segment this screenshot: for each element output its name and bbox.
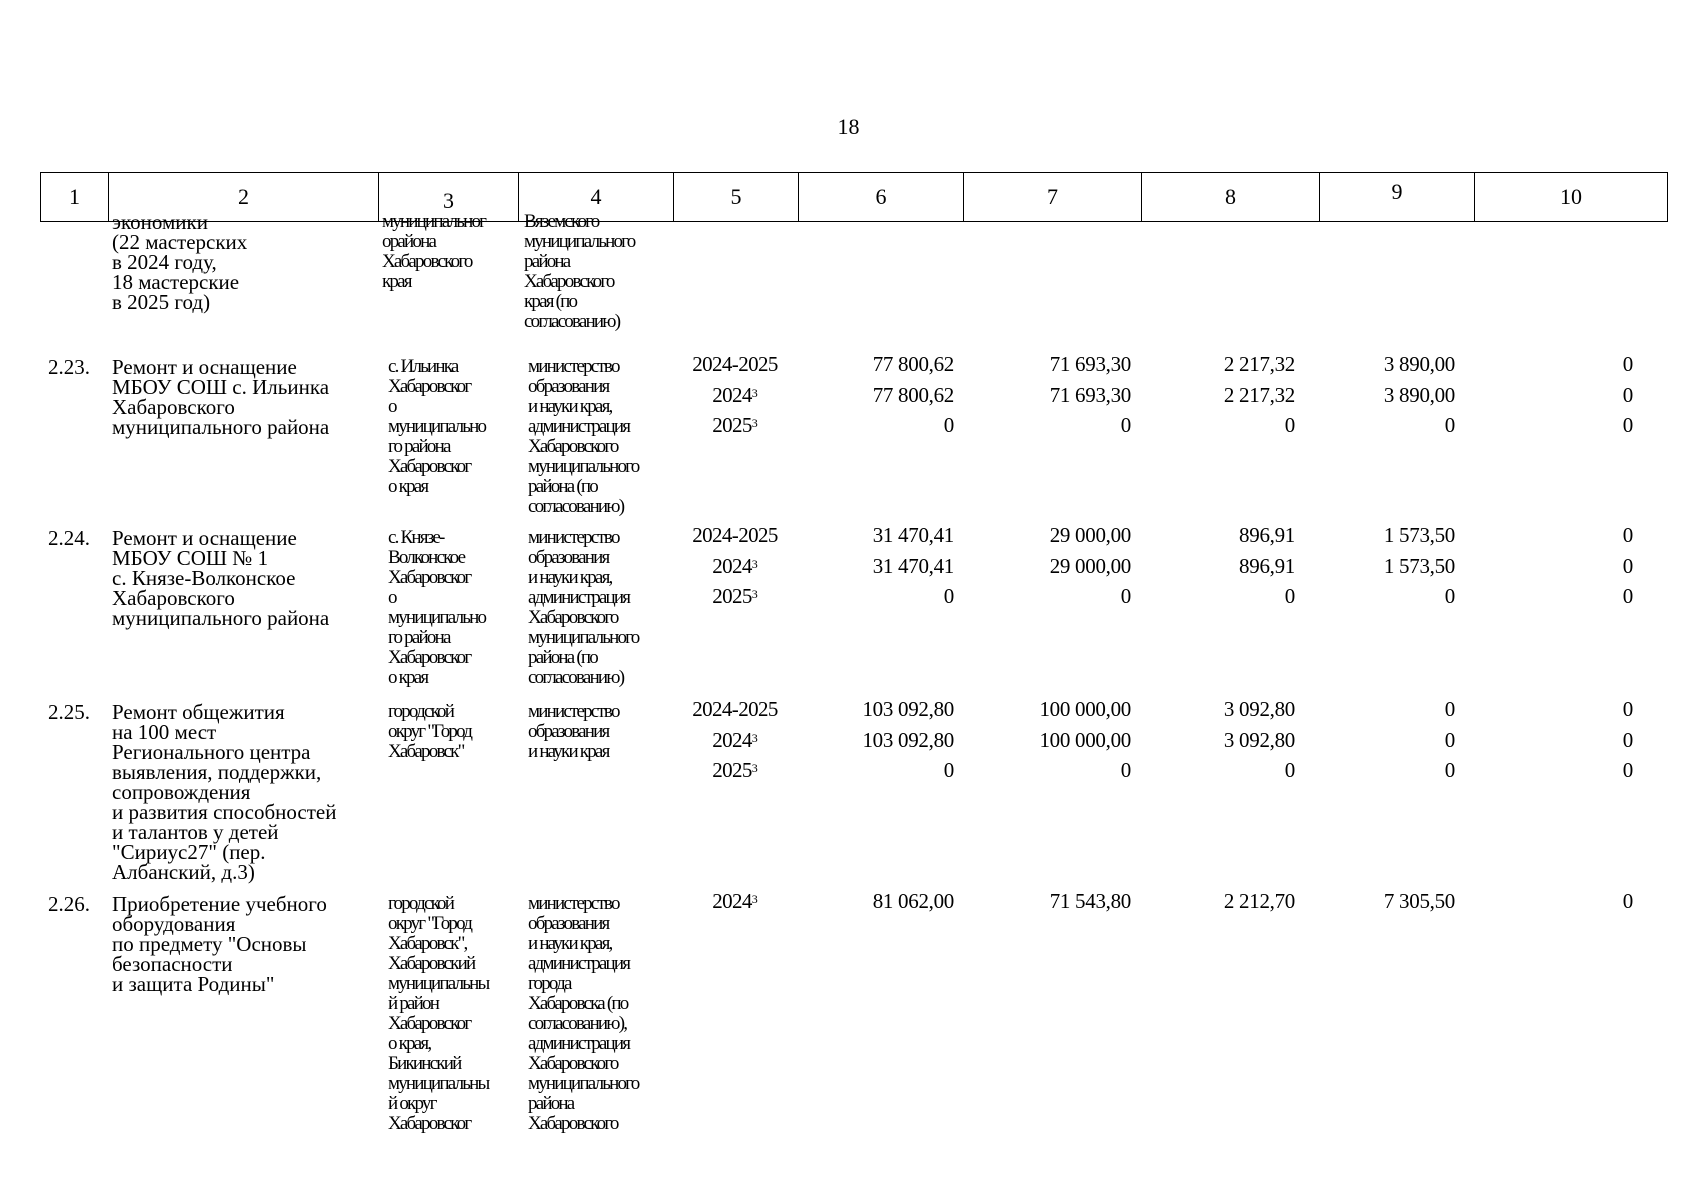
row-executor: министерство образования и науки края, администрация Хабаровского муниципального района (по согласованию) bbox=[528, 527, 639, 688]
row-c9-values bbox=[1305, 520, 1455, 612]
continuation-location: муниципальног орайона Хабаровского края bbox=[382, 211, 486, 292]
row-executor: министерство образования и науки края bbox=[528, 701, 619, 762]
row-c9-values bbox=[1305, 349, 1455, 441]
amount-cell: 103 092,80 bbox=[862, 727, 954, 752]
year-label: 2025 bbox=[712, 758, 752, 782]
amount-cell: 0 bbox=[1622, 413, 1633, 437]
amount-cell: 3 890,00 bbox=[1383, 352, 1455, 376]
amount-cell: 0 bbox=[1622, 889, 1633, 913]
amount-cell: 0 bbox=[1622, 584, 1633, 608]
row-c10-values bbox=[1485, 520, 1633, 612]
footnote-marker: 3 bbox=[751, 556, 758, 571]
amount-cell: 103 092,80 bbox=[862, 697, 954, 721]
year-label: 2025 bbox=[712, 413, 752, 437]
amount-cell: 896,91 bbox=[1239, 523, 1295, 547]
row-name: Ремонт и оснащение МБОУ СОШ с. Ильинка Хабаровского муниципального района bbox=[112, 355, 330, 439]
year-cell bbox=[672, 581, 798, 612]
row-years bbox=[672, 694, 798, 786]
amount-cell: 29 000,00 bbox=[1049, 523, 1131, 547]
footnote-marker: 3 bbox=[751, 587, 758, 601]
header-col-2: 2 bbox=[109, 173, 379, 222]
amount-cell: 0 bbox=[1622, 523, 1633, 547]
footnote-marker: 3 bbox=[751, 416, 758, 430]
row-c9-values bbox=[1305, 694, 1455, 786]
header-col-7: 7 bbox=[964, 173, 1142, 222]
amount-cell: 1 573,50 bbox=[1383, 553, 1455, 578]
row-years bbox=[672, 349, 798, 441]
row-c6-values bbox=[802, 520, 954, 612]
amount-cell: 7 305,50 bbox=[1383, 889, 1455, 913]
row-years bbox=[672, 886, 798, 917]
header-col-3: 3 bbox=[379, 173, 519, 222]
amount-cell: 0 bbox=[943, 584, 954, 608]
year-cell bbox=[672, 725, 798, 756]
amount-cell: 0 bbox=[1444, 758, 1455, 782]
header-col-4: 4 bbox=[519, 173, 674, 222]
page-number: 18 bbox=[837, 114, 860, 139]
continuation-executor: Вяземского муниципального района Хабаровского края (по согласованию) bbox=[524, 211, 635, 332]
row-name: Ремонт и оснащение МБОУ СОШ № 1 с. Князе-Волконское Хабаровского муниципального района bbox=[112, 526, 330, 630]
row-executor: министерство образования и науки края, администрация Хабаровского муниципального района (по согласованию) bbox=[528, 356, 639, 517]
amount-cell: 0 bbox=[1622, 727, 1633, 752]
row-years bbox=[672, 520, 798, 612]
year-cell bbox=[672, 380, 798, 411]
year-cell bbox=[672, 520, 798, 551]
footnote-marker: 3 bbox=[751, 761, 758, 775]
amount-cell: 0 bbox=[1444, 727, 1455, 752]
header-col-1: 1 bbox=[41, 173, 109, 222]
header-col-5: 5 bbox=[674, 173, 799, 222]
amount-cell: 0 bbox=[1622, 697, 1633, 721]
row-c8-values bbox=[1130, 349, 1295, 441]
row-c7-values bbox=[966, 520, 1131, 612]
amount-cell: 71 543,80 bbox=[1049, 889, 1131, 913]
year-label: 2024-2025 bbox=[692, 697, 778, 721]
row-c9-values bbox=[1305, 886, 1455, 917]
row-c6-values bbox=[802, 694, 954, 786]
amount-cell: 77 800,62 bbox=[872, 352, 954, 376]
amount-cell: 0 bbox=[943, 758, 954, 782]
year-label: 2024 bbox=[712, 553, 752, 578]
year-label: 2025 bbox=[712, 584, 752, 608]
row-c10-values bbox=[1485, 349, 1633, 441]
amount-cell: 0 bbox=[1444, 584, 1455, 608]
footnote-marker: 3 bbox=[751, 385, 758, 400]
amount-cell: 2 217,32 bbox=[1223, 352, 1295, 376]
header-col-10: 10 bbox=[1475, 173, 1668, 222]
amount-cell: 100 000,00 bbox=[1039, 727, 1131, 752]
row-number: 2.23. bbox=[48, 355, 90, 379]
amount-cell: 71 693,30 bbox=[1049, 382, 1131, 407]
amount-cell: 0 bbox=[1444, 697, 1455, 721]
row-name: Ремонт общежития на 100 мест Регионального центра выявления, поддержки, сопровождения и развития способностей и талантов у детей "Сириус27" (пер. Албанский, д.3) bbox=[112, 700, 337, 884]
year-cell bbox=[672, 755, 798, 786]
row-c8-values bbox=[1130, 520, 1295, 612]
amount-cell: 0 bbox=[1284, 413, 1295, 437]
year-label: 2024 bbox=[712, 727, 752, 752]
row-name: Приобретение учебного оборудования по предмету "Основы безопасности и защита Родины" bbox=[112, 892, 327, 996]
amount-cell: 0 bbox=[1284, 584, 1295, 608]
amount-cell: 0 bbox=[1622, 758, 1633, 782]
amount-cell: 71 693,30 bbox=[1049, 352, 1131, 376]
amount-cell: 77 800,62 bbox=[872, 382, 954, 407]
row-number: 2.26. bbox=[48, 892, 90, 916]
row-location: городской округ "Город Хабаровск", Хабаровский муниципальны й район Хабаровског о края, Бикинский муниципальны й округ Хабаровског bbox=[388, 893, 489, 1134]
amount-cell: 3 092,80 bbox=[1223, 697, 1295, 721]
amount-cell: 29 000,00 bbox=[1049, 553, 1131, 578]
row-executor: министерство образования и науки края, администрация города Хабаровска (по согласованию), администрация Хабаровского муниципального района Хабаровского bbox=[528, 893, 639, 1134]
amount-cell: 1 573,50 bbox=[1383, 523, 1455, 547]
row-c10-values bbox=[1485, 694, 1633, 786]
year-label: 2024-2025 bbox=[692, 523, 778, 547]
year-cell bbox=[672, 694, 798, 725]
year-cell bbox=[672, 886, 798, 917]
amount-cell: 0 bbox=[1284, 758, 1295, 782]
amount-cell: 31 470,41 bbox=[872, 553, 954, 578]
amount-cell: 2 212,70 bbox=[1223, 889, 1295, 913]
amount-cell: 0 bbox=[1120, 584, 1131, 608]
row-location: городской округ "Город Хабаровск" bbox=[388, 701, 472, 762]
amount-cell: 0 bbox=[1444, 413, 1455, 437]
row-c8-values bbox=[1130, 694, 1295, 786]
amount-cell: 3 890,00 bbox=[1383, 382, 1455, 407]
row-c7-values bbox=[966, 886, 1131, 917]
footnote-marker: 3 bbox=[751, 730, 758, 745]
amount-cell: 100 000,00 bbox=[1039, 697, 1131, 721]
amount-cell: 81 062,00 bbox=[872, 889, 954, 913]
header-col-8: 8 bbox=[1142, 173, 1320, 222]
row-c6-values bbox=[802, 886, 954, 917]
year-label: 2024 bbox=[712, 889, 752, 913]
amount-cell: 31 470,41 bbox=[872, 523, 954, 547]
amount-cell: 0 bbox=[1120, 758, 1131, 782]
amount-cell: 0 bbox=[1120, 413, 1131, 437]
amount-cell: 0 bbox=[943, 413, 954, 437]
amount-cell: 0 bbox=[1622, 382, 1633, 407]
amount-cell: 0 bbox=[1622, 553, 1633, 578]
year-label: 2024-2025 bbox=[692, 352, 778, 376]
continuation-name: экономики (22 мастерских в 2024 году, 18 мастерские в 2025 год) bbox=[112, 210, 248, 314]
row-location: с. Князе- Волконское Хабаровског о муниципально го района Хабаровског о края bbox=[388, 527, 486, 688]
row-c7-values bbox=[966, 694, 1131, 786]
year-cell bbox=[672, 410, 798, 441]
row-number: 2.25. bbox=[48, 700, 90, 724]
row-c8-values bbox=[1130, 886, 1295, 917]
year-cell bbox=[672, 349, 798, 380]
row-location: с. Ильинка Хабаровског о муниципально го района Хабаровског о края bbox=[388, 356, 486, 497]
header-col-6: 6 bbox=[799, 173, 964, 222]
row-number: 2.24. bbox=[48, 526, 90, 550]
year-label: 2024 bbox=[712, 382, 752, 407]
amount-cell: 2 217,32 bbox=[1223, 382, 1295, 407]
amount-cell: 896,91 bbox=[1239, 553, 1295, 578]
footnote-marker: 3 bbox=[751, 892, 758, 906]
amount-cell: 0 bbox=[1622, 352, 1633, 376]
amount-cell: 3 092,80 bbox=[1223, 727, 1295, 752]
row-c10-values bbox=[1485, 886, 1633, 917]
year-cell bbox=[672, 551, 798, 582]
header-col-9: 9 bbox=[1320, 173, 1475, 222]
row-c7-values bbox=[966, 349, 1131, 441]
row-c6-values bbox=[802, 349, 954, 441]
